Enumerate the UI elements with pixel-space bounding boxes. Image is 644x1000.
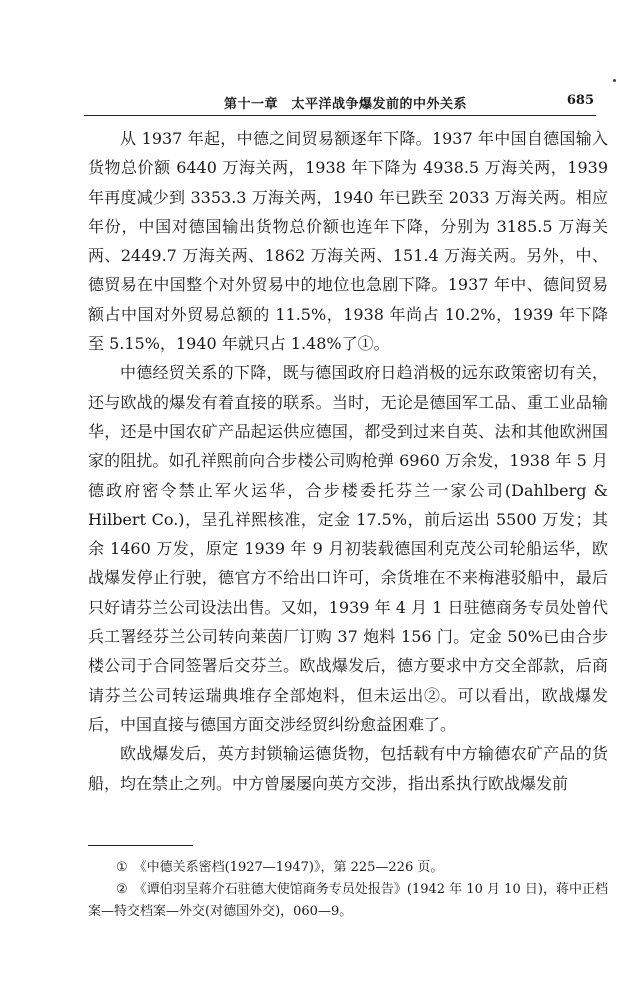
paragraph-2: 中德经贸关系的下降，既与德国政府日趋消极的远东政策密切有关，还与欧战的爆发有着直接的联系。当时，无论是德国军工品、重工业品输华，还是中国农矿产品起运供应德国，都受到过来自英、法和其他欧洲国家的阻扰。如孔祥熙前向合步楼公司购枪弹 6960 万余发，1938 年 5 月德政府密令禁止军火运华，合步楼委托芬兰一家公司(Dahlberg & Hilbert Co.)，呈孔祥熙核准，定金 17.5%，前后运出 5500 万发；其余 1460 万发，原定 1939 年 9 月初装载德国利克茂公司轮船运华，欧战爆发停止行驶，德官方不给出口许可，余货堆在不来梅港驳船中，最后只好请芬兰公司设法出售。又如，1939 年 4 月 1 日驻德商务专员处曾代兵工署经芬兰公司转向莱茵厂订购 37 炮料 156 门。定金 50%已由合步楼公司于合同签署后交芬兰。欧战爆发后，德方要求中方交全部款，后商请芬兰公司转运瑞典堆存全部炮料，但未运出②。可以看出，欧战爆发后，中国直接与德国方面交涉经贸纠纷愈益困难了。: [88, 363, 608, 734]
scan-speck: [613, 79, 616, 82]
running-head: 第十一章 太平洋战争爆发前的中外关系: [224, 97, 468, 112]
footnote-2: [88, 879, 608, 923]
footnotes: [88, 857, 608, 923]
footnote-marker: ①: [116, 860, 128, 875]
footnote-marker: ②: [116, 882, 128, 897]
footnote-1: [88, 857, 608, 879]
footnote-text: 《谭伯羽呈蒋介石驻德大使馆商务专员处报告》(1942 年 10 月 10 日)，蒋中正档案—特交档案—外交(对德国外交)，060—9。: [88, 882, 608, 919]
body-text: [88, 124, 608, 798]
page-number: 685: [566, 93, 594, 108]
footnote-text: 《中德关系密档(1927—1947)》，第 225—226 页。: [133, 860, 444, 875]
paragraph-3: 欧战爆发后，英方封锁输运德货物，包括载有中方输德农矿产品的货船，均在禁止之列。中方曾屡屡向英方交涉，指出系执行欧战爆发前: [88, 744, 608, 793]
paragraph-1: 从 1937 年起，中德之间贸易额逐年下降。1937 年中国自德国输入货物总价额 6440 万海关两，1938 年下降为 4938.5 万海关两，1939 年再度减少到 3353.3 万海关两，1940 年已跌至 2033 万海关两。相应年份，中国对德国输出货物总价额也连年下降，分别为 3185.5 万海关两、2449.7 万海关两、1862 万海关两、151.4 万海关两。另外，中、德贸易在中国整个对外贸易中的地位也急剧下降。1937 年中、德间贸易额占中国对外贸易总额的 11.5%，1938 年尚占 10.2%，1939 年下降至 5.15%，1940 年就只占 1.48%了①。: [88, 129, 608, 354]
header-rule: [84, 115, 596, 116]
footnote-rule: [88, 845, 193, 846]
page-header: [84, 90, 624, 116]
